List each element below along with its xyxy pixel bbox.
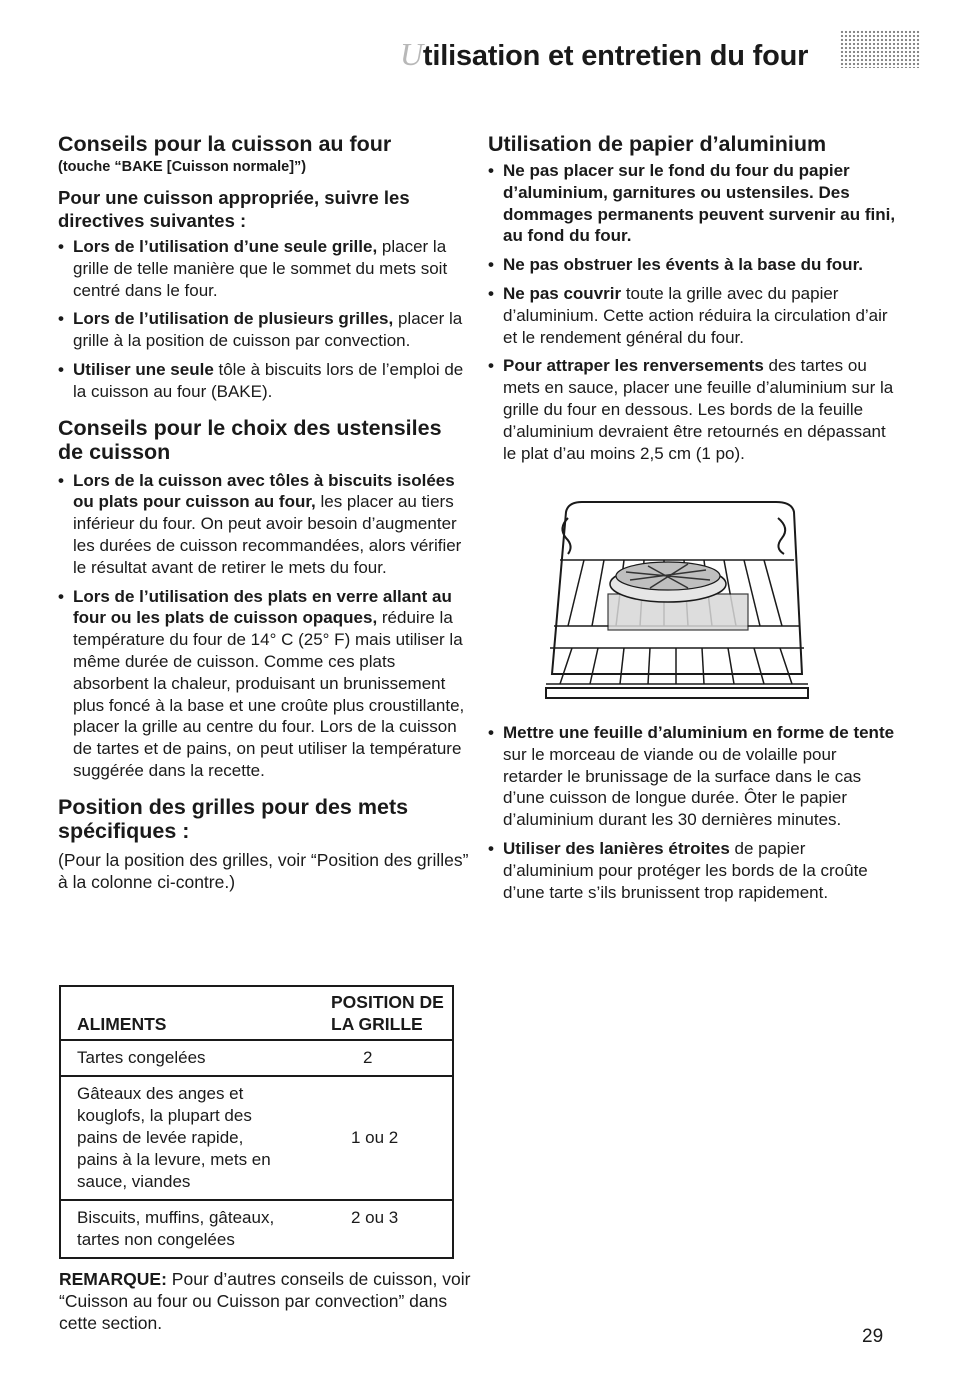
bullet-text: des tartes ou mets en sauce, placer une feuille d’aluminium sur la grille du four en dessous. Les bords de la feuille d’aluminium devraient être retournés en dépassant le plat d’au moins 2,5 cm (1 po).: [503, 356, 894, 463]
foil-tips-list-continued: [488, 722, 898, 903]
bullet-text: sur le morceau de viande ou de volaille pour retarder le brunissage de la surface dans le cas d’une cuisson de longue durée. Ôter le papier d’aluminium durant les 30 dernières minutes.: [503, 744, 862, 830]
list-item: [58, 236, 470, 301]
bullet-lead: Lors de l’utilisation d’une seule grille,: [73, 237, 378, 256]
baking-tips-list: [58, 236, 470, 403]
page-header-title: [400, 36, 808, 73]
list-item: [488, 283, 898, 348]
list-item: [488, 355, 898, 464]
bullet-lead: Ne pas couvrir: [503, 283, 622, 303]
table-cell-food: Gâteaux des anges et kouglofs, la plupart des pains de levée rapide, pains à la levure, mets en sauce, viandes: [60, 1076, 315, 1200]
section-title-cookware: Conseils pour le choix des ustensiles de cuisson: [58, 415, 442, 464]
table-cell-food: Biscuits, muffins, gâteaux, tartes non congelées: [77, 1208, 275, 1249]
foil-tips-list: [488, 160, 898, 464]
rack-position-intro: (Pour la position des grilles, voir “Position des grilles” à la colonne ci-contre.): [58, 849, 469, 892]
table-row: [60, 1076, 453, 1200]
bullet-text: de papier d’aluminium pour protéger les bords de la croûte d’une tarte s’ils brunissent trop rapidement.: [503, 838, 868, 902]
header-dot-pattern: [840, 30, 920, 68]
list-item: [58, 308, 470, 352]
table-row: [60, 1200, 453, 1258]
remark-label: REMARQUE:: [59, 1269, 167, 1289]
header-title-text: tilisation et entretien du four: [422, 40, 809, 72]
lower-rack: [546, 648, 808, 684]
bullet-lead: Lors de l’utilisation de plusieurs grilles,: [73, 309, 394, 329]
section-title-baking-tips: Conseils pour la cuisson au four: [58, 132, 392, 156]
list-item: [488, 254, 898, 276]
rack-position-table: [59, 985, 454, 1259]
table-row: [60, 1040, 453, 1076]
bullet-text: tôle à biscuits lors de l’emploi de la cuisson au four (BAKE).: [73, 359, 464, 401]
table-header-food: ALIMENTS: [60, 986, 315, 1040]
list-item: [488, 722, 898, 831]
bullet-text: placer la grille de telle manière que le sommet du mets soit centré dans le four.: [73, 237, 448, 300]
list-item: [488, 838, 898, 903]
remark-note: [59, 1268, 479, 1334]
bullet-text: les placer au tiers inférieur du four. On peut avoir besoin d’augmenter les durées de cuisson recommandées, alors vérifier le résultat avant de retirer le mets du four.: [73, 492, 462, 577]
left-column: [58, 132, 470, 893]
bullet-lead: Utiliser des lanières étroites: [503, 838, 730, 858]
bullet-lead: Mettre une feuille d’aluminium en forme de tente: [503, 723, 895, 742]
table-header-position: POSITION DE LA GRILLE: [315, 986, 453, 1040]
table-cell-food: Tartes congelées: [60, 1040, 315, 1076]
header-drop-letter: U: [400, 36, 423, 72]
right-column-lower: [488, 722, 898, 910]
cookware-tips-list: [58, 470, 470, 782]
list-item: [58, 470, 470, 579]
intro-heading: Pour une cuisson appropriée, suivre les directives suivantes :: [58, 187, 410, 231]
list-item: [488, 160, 898, 247]
bullet-lead: Pour attraper les renversements: [503, 356, 764, 376]
remark-text: Pour d’autres conseils de cuisson, voir “Cuisson au four ou Cuisson par convection” dans cette section.: [59, 1269, 471, 1333]
right-rack-support: [778, 518, 785, 554]
bullet-lead: Utiliser une seule: [73, 359, 214, 379]
bullet-text: placer la grille à la position de cuisson par convection.: [73, 309, 463, 351]
table-cell-position: 1 ou 2: [315, 1076, 453, 1200]
table-cell-position: 2 ou 3: [351, 1208, 399, 1227]
right-column: [488, 132, 898, 471]
bullet-lead: Ne pas placer sur le fond du four du papier d’aluminium, garnitures ou ustensiles. Des dommages permanents peuvent survenir au fini, au fond du four.: [503, 161, 896, 246]
bullet-text: toute la grille avec du papier d’aluminium. Cette action réduira la circulation d’air et le rendement général du four.: [503, 283, 888, 347]
bullet-text: réduire la température du four de 14° C (25° F) mais utiliser la même durée de cuisson. Comme ces plats absorbent la chaleur, produisant un brunissement plus foncé à la base et une croûte plus croustillante, placer la grille au centre du four. Lors de la cuisson de tartes et de pains, on peut utiliser la température suggérée dans la recette.: [73, 608, 465, 780]
section-title-aluminum-foil: Utilisation de papier d’aluminium: [488, 132, 827, 156]
table-header-row: [60, 986, 453, 1040]
bullet-lead: Lors de l’utilisation des plats en verre allant au four ou les plats de cuisson opaques,: [73, 586, 452, 628]
bullet-lead: Lors de la cuisson avec tôles à biscuits isolées ou plats pour cuisson au four,: [73, 470, 455, 512]
page-header: [0, 30, 963, 90]
page-number: 29: [862, 1326, 884, 1347]
list-item: [58, 359, 470, 403]
table-cell-position: 2: [315, 1040, 453, 1076]
oven-rack-illustration: [538, 498, 816, 708]
section-subtitle-bake-key: (touche “BAKE [Cuisson normale]”): [58, 159, 307, 175]
list-item: [58, 586, 470, 782]
bullet-lead: Ne pas obstruer les évents à la base du four.: [503, 255, 863, 275]
section-title-rack-position: Position des grilles pour des mets spécifiques :: [58, 794, 409, 843]
pie-dish: [610, 562, 726, 602]
oven-floor-line: [546, 688, 808, 698]
